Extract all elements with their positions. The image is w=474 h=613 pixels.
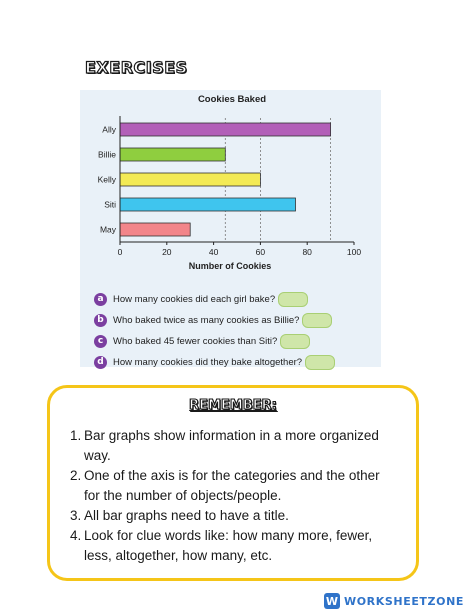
category-label: Kelly <box>97 174 116 185</box>
question-letter-badge: a <box>94 293 107 306</box>
bar-chart <box>80 90 381 290</box>
exercises-heading: EXERCISES <box>85 58 188 77</box>
x-tick-label: 40 <box>208 247 219 257</box>
bar-ally <box>120 123 331 136</box>
answer-box[interactable] <box>302 313 332 328</box>
remember-title: REMEMBER: <box>189 398 277 413</box>
answer-box[interactable] <box>280 334 310 349</box>
remember-item-number: 1. <box>70 428 82 443</box>
question-text: How many cookies did they bake altogether? <box>113 356 303 368</box>
x-tick-label: 80 <box>302 247 312 257</box>
logo-text: WORKSHEETZONE <box>344 594 464 608</box>
remember-item-text: One of the axis is for the categories and the other for the number of objects/people. <box>84 468 380 503</box>
chart-title: Cookies Baked <box>197 94 267 105</box>
remember-item-text: Bar graphs show information in a more organized way. <box>84 428 379 463</box>
remember-item <box>70 426 390 466</box>
chart-panel <box>80 90 381 367</box>
question-list <box>94 290 379 370</box>
question-letter-badge: b <box>94 314 107 327</box>
remember-item <box>70 466 390 506</box>
remember-list <box>70 426 390 566</box>
bar-siti <box>120 198 296 211</box>
remember-box <box>47 385 419 581</box>
category-label: May <box>99 224 116 235</box>
answer-box[interactable] <box>305 355 335 370</box>
category-label: Ally <box>102 124 116 135</box>
x-tick-label: 60 <box>255 247 266 257</box>
question-text: Who baked twice as many cookies as Billie? <box>113 314 300 326</box>
question-letter-badge: d <box>94 356 107 369</box>
answer-box[interactable] <box>278 292 308 307</box>
remember-item-number: 3. <box>70 508 82 523</box>
question-letter-badge: c <box>94 335 107 348</box>
question-c <box>94 332 310 350</box>
remember-item-text: All bar graphs need to have a title. <box>84 508 289 523</box>
remember-item-text: Look for clue words like: how many more, fewer, less, altogether, how many, etc. <box>84 528 373 563</box>
remember-item-number: 4. <box>70 528 82 543</box>
worksheetzone-logo <box>324 593 464 609</box>
question-d <box>94 353 335 371</box>
question-b <box>94 311 332 329</box>
bar-kelly <box>120 173 260 186</box>
question-a <box>94 290 308 308</box>
remember-item <box>70 526 390 566</box>
x-axis-label: Number of Cookies <box>188 261 272 271</box>
x-tick-label: 20 <box>162 247 172 257</box>
remember-item <box>70 506 390 526</box>
category-label: Billie <box>98 149 116 160</box>
x-tick-label: 0 <box>117 247 123 257</box>
question-text: How many cookies did each girl bake? <box>113 293 276 305</box>
category-label: Siti <box>104 199 116 210</box>
bar-billie <box>120 148 225 161</box>
bar-may <box>120 223 190 236</box>
remember-item-number: 2. <box>70 468 82 483</box>
logo-mark-icon: W <box>325 594 339 608</box>
question-text: Who baked 45 fewer cookies than Siti? <box>113 335 278 347</box>
x-tick-label: 100 <box>346 247 362 257</box>
